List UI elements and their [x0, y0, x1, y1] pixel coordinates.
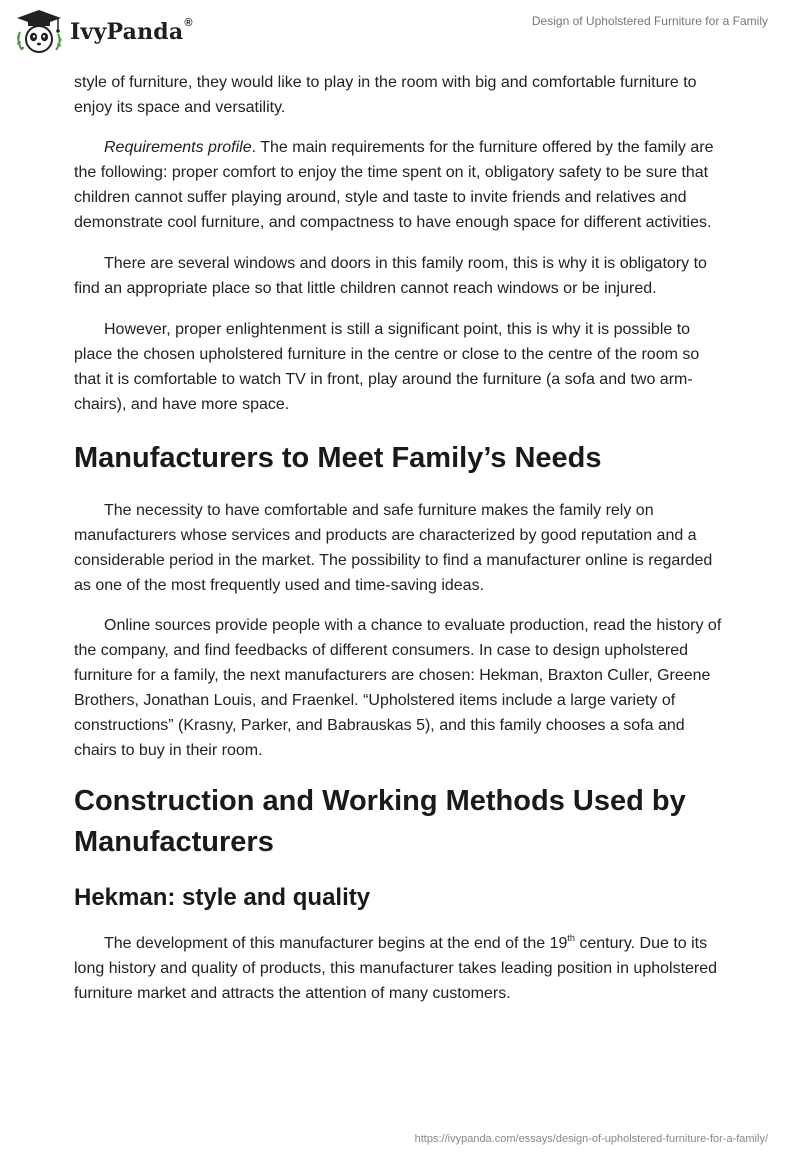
ivypanda-logo[interactable] [14, 8, 193, 56]
heading-manufacturers: Manufacturers to Meet Family’s Needs [74, 442, 602, 474]
heading-hekman: Hekman: style and quality [74, 884, 371, 911]
registered-mark: ® [184, 17, 193, 29]
paragraph-hekman [74, 931, 730, 1006]
paragraph-windows-doors: There are several windows and doors in this family room, this is why it is obligatory to find an appropriate place so that little children cannot reach windows or be injured. [74, 255, 707, 297]
heading-construction-methods: Construction and Working Methods Used by Manufacturers [74, 785, 686, 858]
requirements-profile-text: . The main requirements for the furniture offered by the family are the following: proper comfort to enjoy the time spent on it, obligatory safety to be sure that children cannot suffer playing around, style and taste to invite friends and relatives and demonstrate cool furniture, and compactness to have enough space for different activities. [74, 139, 714, 231]
paragraph-enlightenment: However, proper enlightenment is still a significant point, this is why it is possible to place the chosen upholstered furniture in the centre or close to the centre of the room so that it is comfortable to watch TV in front, play around the furniture (a sofa and two arm-chairs), and have more space. [74, 321, 700, 413]
paragraph-requirements-profile [74, 135, 730, 235]
document-title: Design of Upholstered Furniture for a Family [531, 14, 768, 28]
requirements-profile-term: Requirements profile [104, 139, 252, 156]
source-url[interactable]: https://ivypanda.com/essays/design-of-upholstered-furniture-for-a-family/ [414, 1133, 768, 1145]
paragraph-manufacturers-reliance: The necessity to have comfortable and safe furniture makes the family rely on manufacturers whose services and products are characterized by good reputation and a considerable period in the market. The possibility to find a manufacturer online is regarded as one of the most frequently used and time-saving ideas. [74, 502, 713, 594]
panda-graduate-icon [14, 8, 64, 56]
hekman-text-end: century. Due to its long history and quality of products, this manufacturer takes leading position in upholstered furniture market and attracts the attention of many customers. [74, 935, 718, 1002]
brand-name: IvyPanda® [70, 17, 193, 45]
page-header [0, 0, 800, 66]
paragraph-continuation: style of furniture, they would like to play in the room with big and comfortable furniture to enjoy its space and versatility. [74, 74, 697, 116]
paragraph-online-sources: Online sources provide people with a chance to evaluate production, read the history of the company, and find feedbacks of different consumers. In case to design upholstered furniture for a family, the next manufacturers are chosen: Hekman, Braxton Culler, Greene Brothers, Jonathan Louis, and Fraenkel. “Upholstered items include a large variety of constructions” (Krasny, Parker, and Babrauskas 5), and this family chooses a sofa and chairs to buy in their room. [74, 617, 722, 759]
hekman-text-start: The development of this manufacturer begins at the end of the 19 [104, 935, 568, 952]
essay-content [74, 70, 730, 1006]
superscript-th: th [567, 933, 575, 943]
